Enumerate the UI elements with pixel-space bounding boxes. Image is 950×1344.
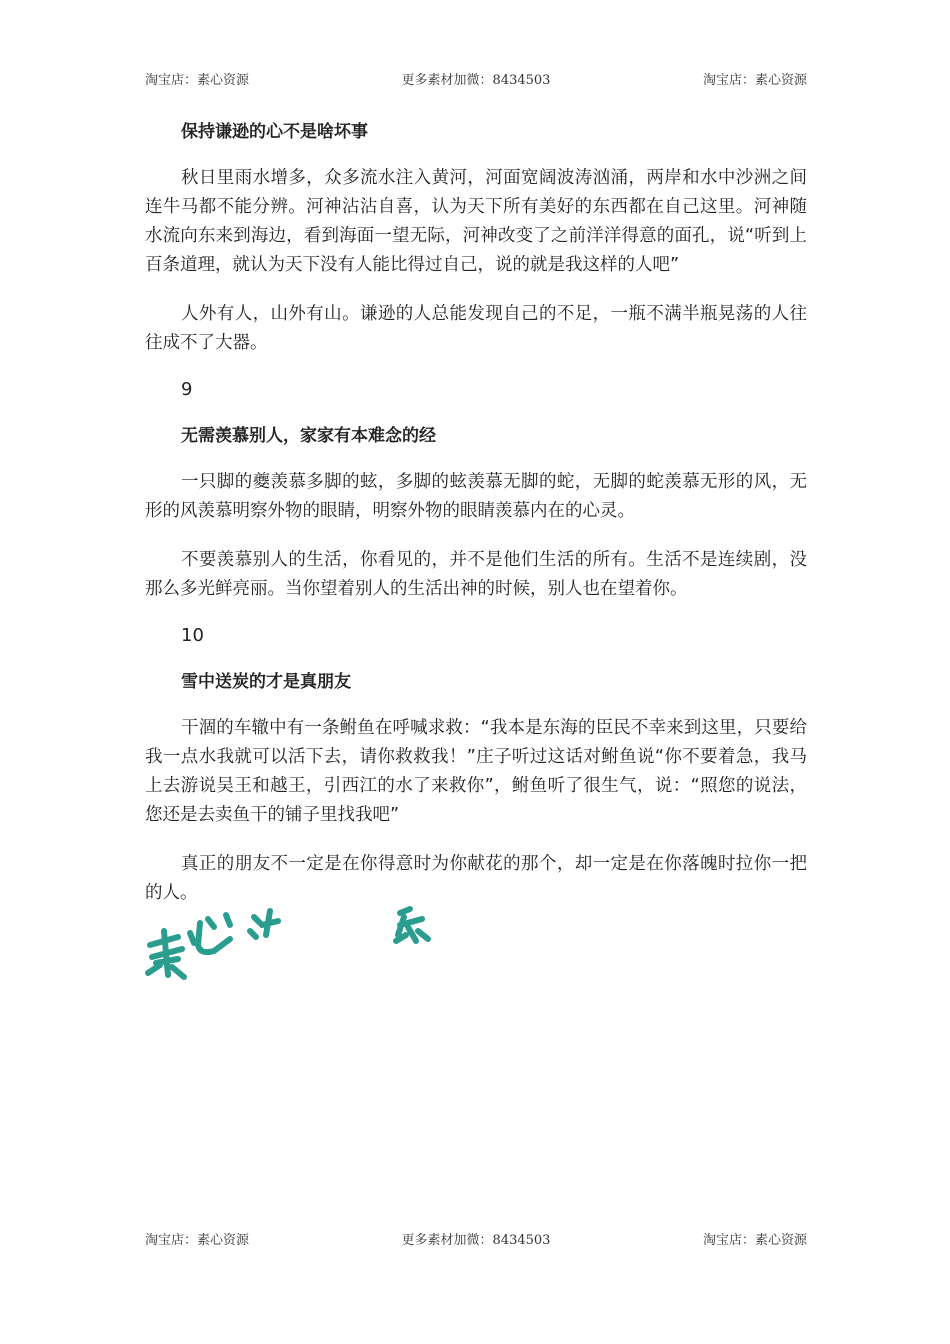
footer-left: 淘宝店：素心资源 bbox=[145, 1232, 250, 1248]
paragraph: 不要羡慕别人的生活，你看见的，并不是他们生活的所有。生活不是连续剧，没那么多光鲜亮丽。当你望着别人的生活出神的时候，别人也在望着你。 bbox=[145, 550, 807, 599]
section-number: 9 bbox=[181, 379, 193, 400]
header-right: 淘宝店：素心资源 bbox=[702, 72, 807, 88]
section-heading: 雪中送炭的才是真朋友 bbox=[181, 672, 351, 692]
header-left: 淘宝店：素心资源 bbox=[145, 72, 250, 88]
section-number: 10 bbox=[181, 625, 204, 646]
paragraph: 真正的朋友不一定是在你得意时为你献花的那个，却一定是在你落魄时拉你一把的人。 bbox=[145, 854, 807, 903]
footer-center: 更多素材加微：8434503 bbox=[401, 1232, 551, 1248]
article-body bbox=[145, 118, 807, 908]
page-footer bbox=[145, 1228, 807, 1248]
paragraph: 秋日里雨水增多，众多流水注入黄河，河面宽阔波涛汹涌，两岸和水中沙洲之间连牛马都不能分辨。河神沾沾自喜，认为天下所有美好的东西都在自己这里。河神随水流向东来到海边，看到海面一望无际，河神改变了之前洋洋得意的面孔，说“听到上百条道理，就认为天下没有人能比得过自己，说的就是我这样的人吧” bbox=[145, 168, 807, 275]
paragraph: 人外有人，山外有山。谦逊的人总能发现自己的不足，一瓶不满半瓶晃荡的人往往成不了大器。 bbox=[145, 304, 807, 353]
section-heading: 保持谦逊的心不是啥坏事 bbox=[181, 122, 368, 142]
footer-right: 淘宝店：素心资源 bbox=[702, 1232, 807, 1248]
watermark-strokes bbox=[148, 909, 428, 977]
header-center: 更多素材加微：8434503 bbox=[401, 72, 551, 88]
page-header bbox=[145, 68, 807, 88]
paragraph: 一只脚的夔羡慕多脚的蚿，多脚的蚿羡慕无脚的蛇，无脚的蛇羡慕无形的风，无形的风羡慕明察外物的眼睛，明察外物的眼睛羡慕内在的心灵。 bbox=[145, 472, 807, 521]
paragraph: 干涸的车辙中有一条鲋鱼在呼喊求救：“我本是东海的臣民不幸来到这里，只要给我一点水我就可以活下去，请你救救我！”庄子听过这话对鲋鱼说“你不要着急，我马上去游说吴王和越王，引西江的水了来救你”，鲋鱼听了很生气，说：“照您的说法，您还是去卖鱼干的铺子里找我吧” bbox=[145, 718, 807, 825]
section-heading: 无需羡慕别人，家家有本难念的经 bbox=[181, 426, 436, 446]
watermark-logo bbox=[138, 895, 448, 995]
